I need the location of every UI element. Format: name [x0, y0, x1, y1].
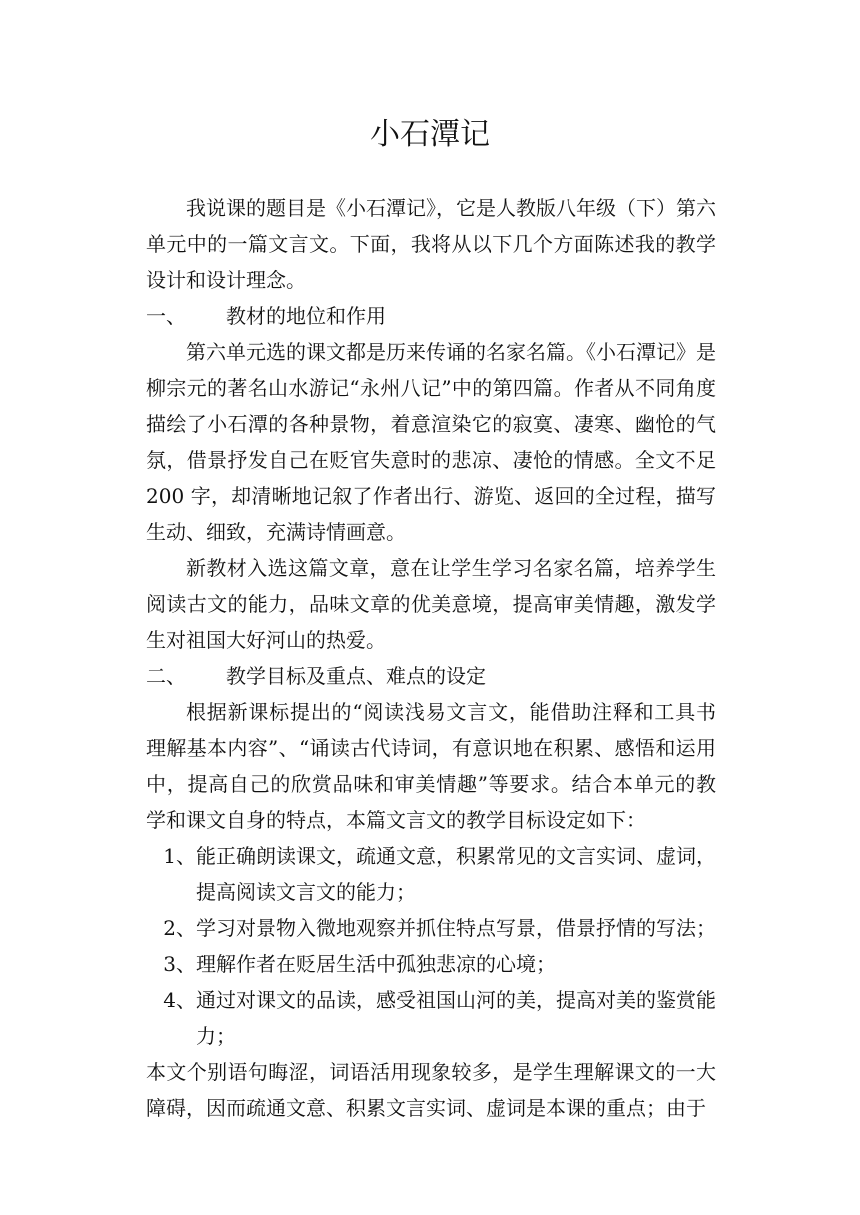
goal-list: [146, 838, 716, 1054]
goal-number: 2、: [163, 916, 196, 940]
goal-item: [146, 838, 716, 910]
section2-paragraph: 根据新课标提出的“阅读浅易文言文，能借助注释和工具书理解基本内容”、“诵读古代诗词，有意识地在积累、感悟和运用中，提高自己的欣赏品味和审美情趣”等要求。结合本单元的教学和课文自身的特点，本篇文言文的教学目标设定如下：: [146, 700, 716, 832]
closing-paragraph: 本文个别语句晦涩，词语活用现象较多，是学生理解课文的一大障碍，因而疏通文意、积累文言实词、虚词是本课的重点；由于: [146, 1060, 716, 1120]
document-body: [146, 190, 716, 1126]
goal-number: 1、: [163, 844, 196, 868]
section-heading-1: [146, 298, 716, 334]
goal-item: [146, 982, 716, 1054]
section-number-1: 一、: [146, 304, 186, 328]
section-title-1: 教材的地位和作用: [226, 304, 386, 328]
section-title-2: 教学目标及重点、难点的设定: [226, 664, 486, 688]
section-heading-2: [146, 658, 716, 694]
goal-number: 3、: [163, 952, 196, 976]
intro-paragraph: 我说课的题目是《小石潭记》，它是人教版八年级（下）第六单元中的一篇文言文。下面，我将从以下几个方面陈述我的教学设计和设计理念。: [146, 196, 716, 292]
section1-paragraph: 第六单元选的课文都是历来传诵的名家名篇。《小石潭记》是柳宗元的著名山水游记“永州八记”中的第四篇。作者从不同角度描绘了小石潭的各种景物，着意渲染它的寂寞、凄寒、幽怆的气氛，借景抒发自己在贬官失意时的悲凉、凄怆的情感。全文不足 200 字，却清晰地记叙了作者出行、游览、返回的全过程，描写生动、细致，充满诗情画意。: [146, 340, 716, 544]
goal-item: [146, 946, 716, 982]
goal-item: [146, 910, 716, 946]
section-number-2: 二、: [146, 664, 186, 688]
goal-text: 通过对课文的品读，感受祖国山河的美，提高对美的鉴赏能力；: [196, 988, 716, 1048]
document-title: 小石潭记: [370, 117, 490, 152]
section1-paragraph: 新教材入选这篇文章，意在让学生学习名家名篇，培养学生阅读古文的能力，品味文章的优美意境，提高审美情趣，激发学生对祖国大好河山的热爱。: [146, 556, 716, 652]
goal-text: 学习对景物入微地观察并抓住特点写景，借景抒情的写法；: [196, 916, 716, 940]
goal-text: 理解作者在贬居生活中孤独悲凉的心境；: [196, 952, 556, 976]
goal-number: 4、: [163, 988, 196, 1012]
goal-text: 能正确朗读课文，疏通文意，积累常见的文言实词、虚词，提高阅读文言文的能力；: [196, 844, 716, 904]
